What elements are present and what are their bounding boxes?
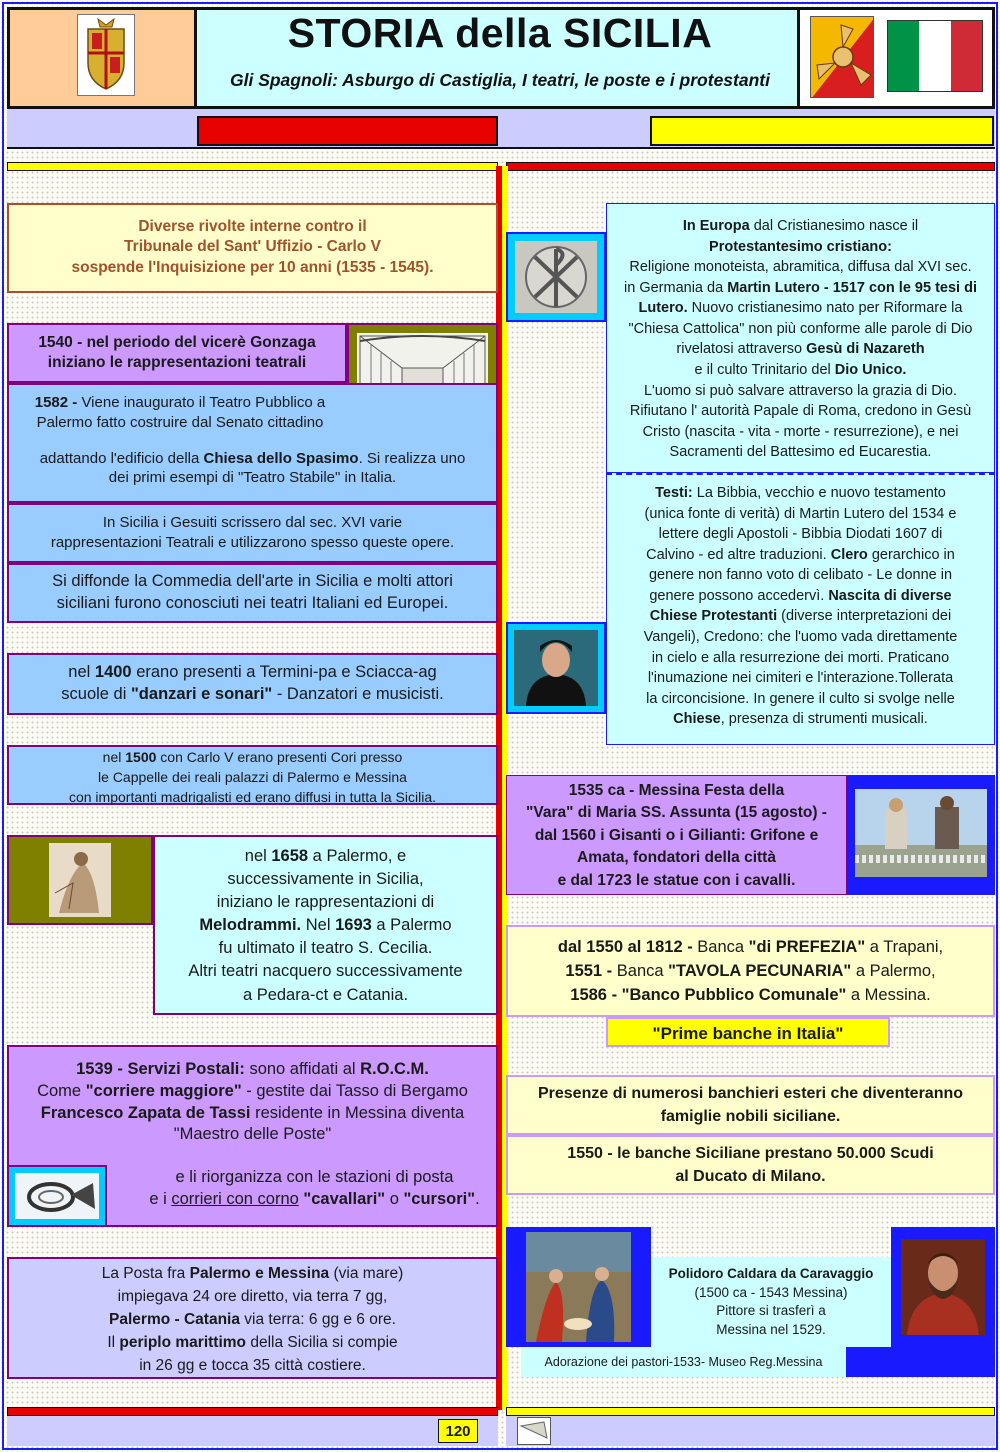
footer-right-strip — [506, 1416, 995, 1446]
danza-box: nel 1400 erano presenti a Termini-pa e Sciacca-ag scuole di "danzari e sonari" - Danzatori e musicisti. — [7, 653, 498, 715]
right-top-rule — [506, 162, 995, 171]
gesuiti-box: In Sicilia i Gesuiti scrissero dal sec. XVI varie rappresentazioni Teatrali e utilizzarono spesso queste opere. — [7, 503, 498, 563]
yellow-bar — [650, 116, 994, 146]
teatro-box: 1582 - Viene inaugurato il Teatro Pubblico a Palermo fatto costruire dal Senato cittadino adattando l'edificio della Chiesa dello Spasimo. Si realizza uno dei primi esempi di "Teatro Stabile" in Italia. — [7, 383, 498, 503]
page-subtitle: Gli Spagnoli: Asburgo di Castiglia, I teatri, le poste e i protestanti — [230, 70, 770, 90]
coat-of-arms-image — [77, 14, 135, 96]
vara-box: 1535 ca - Messina Festa della "Vara" di Maria SS. Assunta (15 agosto) - dal 1560 i Gisanti o i Gilianti: Grifone e Amata, fondatori della città e dal 1723 le statue con i cavalli. — [506, 775, 847, 895]
testi-box: Testi: La Bibbia, vecchio e nuovo testamento (unica fonte di verità) di Martin Lutero del 1534 e lettere degli Apostoli - Bibbia Diodati 1607 di Calvino - ed altre traduzioni. Clero gerarchico in genere non fanno voto di celibato - Le donne in genere possono accedervì. Nascita di diverse Chiese Protestanti (diverse interpretazioni dei Vangeli), Credono: che l'uomo vada direttamente in cielo e alla resurrezione dei morti. Praticano l'inumazione nei cimiteri e l'interazione.Tollerata la circoncisione. In genere il culto si svolge nelle Chiese, presenza di strumenti musicali. — [606, 473, 995, 745]
trinacria-image — [810, 16, 874, 98]
post-horn-image — [7, 1165, 107, 1227]
inquisition-box: Diverse rivolte interne contro il Tribunale del Sant' Uffizio - Carlo V sospende l'Inquisizione per 10 anni (1535 - 1545). — [7, 203, 498, 293]
poste-box: 1539 - Servizi Postali: sono affidati al R.O.C.M. Come "corriere maggiore" - gestite dai Tasso di Bergamo Francesco Zapata de Tassi residente in Messina diventa "Maestro delle Poste" e li riorganizza con le stazioni di posta e i corrieri con corno "cavallari" o "cursori". — [7, 1045, 498, 1227]
footer-left-rule — [7, 1407, 498, 1416]
gonzaga-box: 1540 - nel periodo del vicerè Gonzaga iniziano le rappresentazioni teatrali — [7, 323, 347, 383]
vara-festival-image — [847, 775, 995, 895]
polidoro-box: Polidoro Caldara da Caravaggio (1500 ca - 1543 Messina) Pittore si trasferì a Messina nel 1529. — [651, 1257, 891, 1347]
footer-right-rule — [506, 1407, 995, 1416]
page-number: 120 — [438, 1419, 478, 1443]
banchieri-box: Presenze di numerosi banchieri esteri che diventeranno famiglie nobili siciliane. — [506, 1075, 995, 1135]
milano-box: 1550 - le banche Siciliane prestano 50.000 Scudi al Ducato di Milano. — [506, 1135, 995, 1195]
footer-left-strip — [7, 1416, 498, 1446]
melodrammi-box: nel 1658 a Palermo, e successivamente in Sicilia, iniziano le rappresentazioni di Melodrammi. Nel 1693 a Palermo fu ultimato il teatro S. Cecilia. Altri teatri nacquero successivamente a Pedara-ct e Catania. — [153, 835, 498, 1015]
commedia-box: Si diffonde la Commedia dell'arte in Sicilia e molti attori siciliani furono conosciuti nei teatri Italiani ed Europei. — [7, 563, 498, 623]
cori-box: nel 1500 con Carlo V erano presenti Cori presso le Cappelle dei reali palazzi di Palermo e Messina con importanti madrigalisti ed erano diffusi in tutta la Sicilia. — [7, 745, 498, 805]
engraving-image — [7, 835, 153, 925]
prime-banche-label: "Prime banche in Italia" — [606, 1017, 890, 1047]
polidoro-portrait-image — [891, 1227, 995, 1347]
red-bar — [197, 116, 498, 146]
italian-flag-image — [887, 20, 983, 92]
sicily-map-thumbnail — [517, 1417, 551, 1445]
banche-box: dal 1550 al 1812 - Banca "di PREFEZIA" a Trapani, 1551 - Banca "TAVOLA PECUNARIA" a Palermo, 1586 - "Banco Pubblico Comunale" a Messina. — [506, 925, 995, 1017]
adorazione-painting-image — [506, 1227, 651, 1347]
caption-blue-bar — [846, 1347, 995, 1377]
page-title: STORIA della SICILIA — [287, 10, 713, 56]
europa-box: In Europa dal Cristianesimo nasce il Protestantesimo cristiano: Religione monoteista, abramitica, diffusa dal XVI sec. in Germania da Martin Lutero - 1517 con le 95 tesi di Lutero. Nuovo cristianesimo nato per Riformare la "Chiesa Cattolica" non più conforme alle parole di Dio rivelatosi attraverso Gesù di Nazareth e il culto Trinitario del Dio Unico. L'uomo si può salvare attraverso la grazia di Dio. Rifiutano l' autorità Papale di Roma, credono in Gesù Cristo (nascita - vita - morte - resurrezione), e nei Sacramenti del Battesimo ed Eucarestia. — [606, 203, 995, 473]
painting-caption: Adorazione dei pastori-1533- Museo Reg.Messina — [521, 1347, 846, 1377]
left-top-rule — [7, 162, 498, 171]
chi-rho-image — [506, 232, 606, 322]
luther-portrait-image — [506, 622, 606, 714]
via-box: La Posta fra Palermo e Messina (via mare) impiegava 24 ore diretto, via terra 7 gg, Palermo - Catania via terra: 6 gg e 6 ore. Il periplo marittimo della Sicilia si compie in 26 gg e tocca 35 città costiere. — [7, 1257, 498, 1379]
